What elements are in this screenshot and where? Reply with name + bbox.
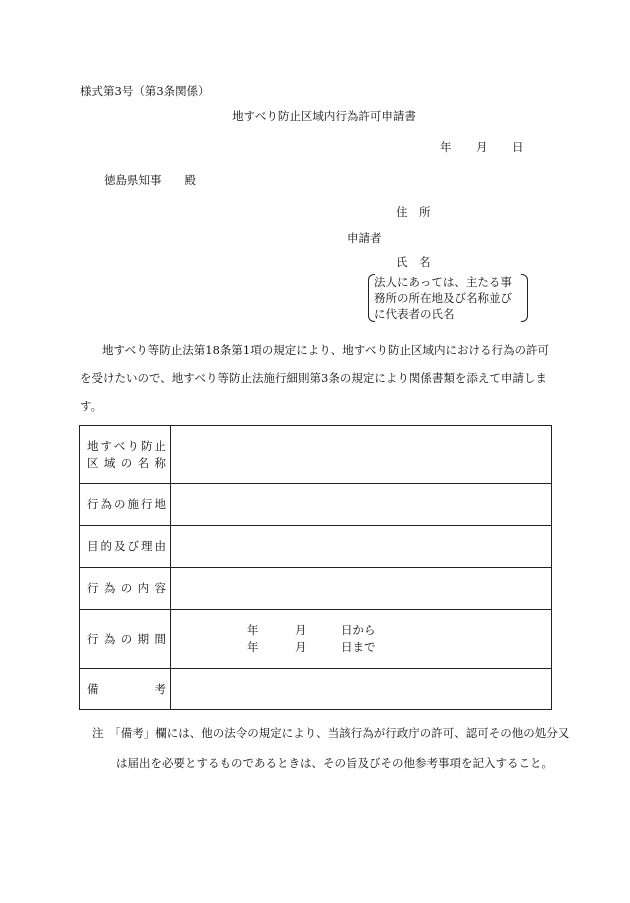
area-name-label: 地すべり防止 区域の名称 <box>80 426 171 484</box>
corporate-note <box>368 274 528 322</box>
footnote: 注 「備考」欄には、他の法令の規定により、当該行為が行政庁の許可、認可その他の処分又は届出を必要とするものであるときは、その旨及びその他参考事項を記入すること。 <box>92 726 570 770</box>
table-row <box>80 669 552 710</box>
content-label: 行為の内容 <box>80 568 171 610</box>
date-day: 日 <box>512 140 524 154</box>
remarks-label: 備考 <box>80 669 171 710</box>
purpose-label: 目的及び理由 <box>80 526 171 568</box>
form-number: 様式第3号（第3条関係） <box>80 84 210 98</box>
table-row <box>80 568 552 610</box>
table-row <box>80 526 552 568</box>
applicant-label: 申請者 <box>347 231 382 245</box>
date-year: 年 <box>440 140 452 154</box>
location-value[interactable] <box>171 484 552 526</box>
body-text: 地すべり等防止法第18条第1項の規定により、地すべり防止区域内における行為の許可を受けたいので、地すべり等防止法施行細則第3条の規定により関係書類を添えて申請します。 <box>80 343 549 413</box>
table-row <box>80 484 552 526</box>
table-row <box>80 426 552 484</box>
document-title: 地すべり防止区域内行為許可申請書 <box>232 109 416 123</box>
name-label: 氏 名 <box>396 255 431 269</box>
period-from: 年 月 日から <box>247 623 376 637</box>
address-label: 住 所 <box>396 205 431 219</box>
table-row <box>80 610 552 669</box>
remarks-value[interactable] <box>171 669 552 710</box>
period-label: 行為の期間 <box>80 610 171 669</box>
period-to: 年 月 日まで <box>247 640 376 654</box>
content-value[interactable] <box>171 568 552 610</box>
corporate-note-text: 法人にあっては、主たる事務所の所在地及び名称並びに代表者の氏名 <box>374 275 512 321</box>
purpose-value[interactable] <box>171 526 552 568</box>
date-month: 月 <box>476 140 488 154</box>
application-table <box>79 425 552 710</box>
location-label: 行為の施行地 <box>80 484 171 526</box>
left-bracket <box>368 274 375 322</box>
addressee: 徳島県知事 殿 <box>104 173 196 187</box>
date-line <box>440 139 524 155</box>
right-bracket <box>521 274 528 322</box>
area-name-value[interactable] <box>171 426 552 484</box>
period-value[interactable] <box>171 610 552 669</box>
